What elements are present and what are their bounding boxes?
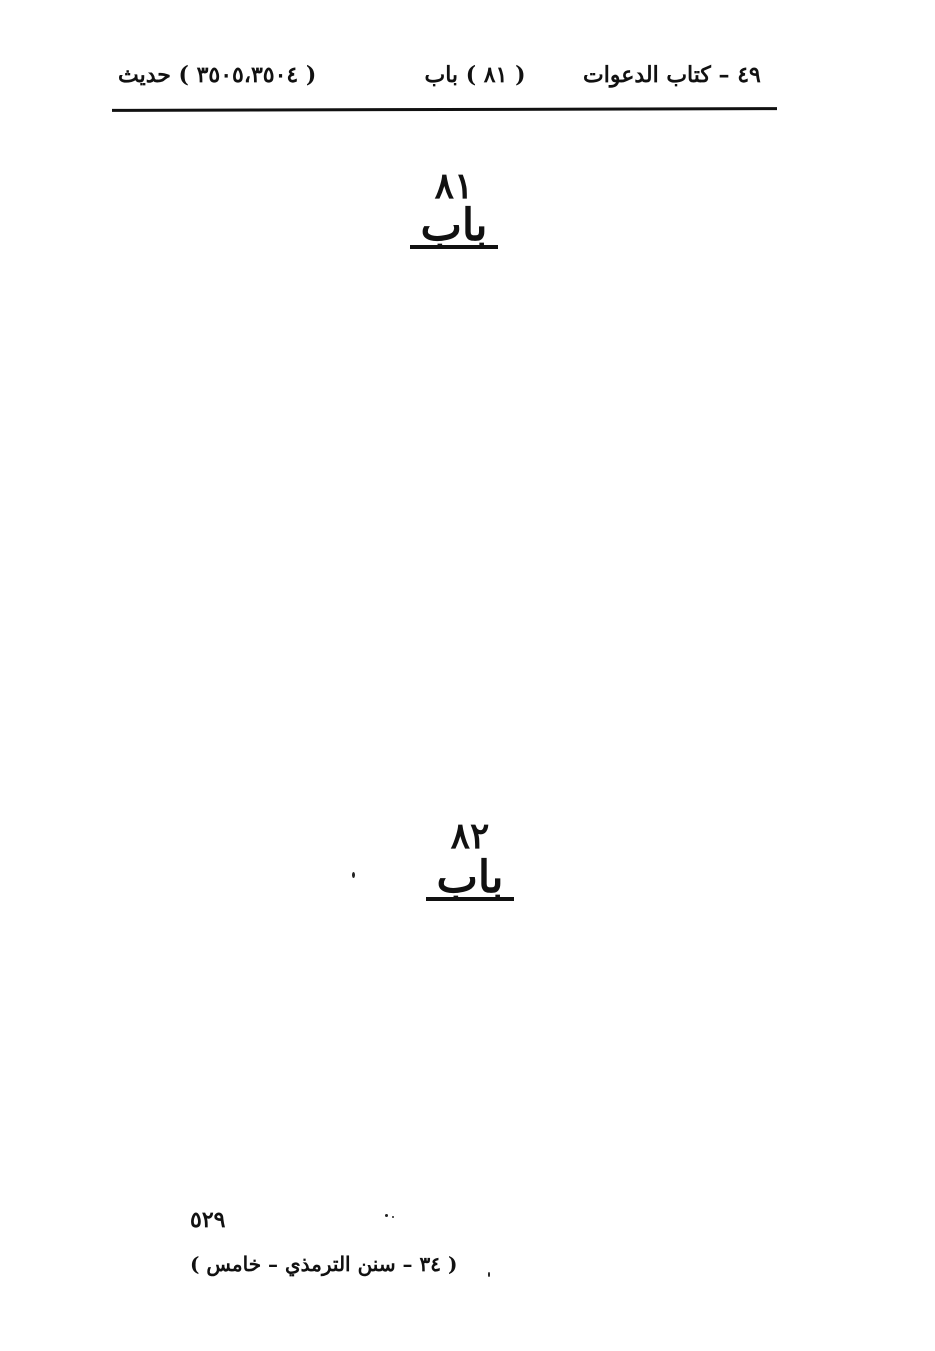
section-title: باب: [384, 200, 524, 251]
section-title: باب: [400, 852, 540, 903]
header-hadith-range: ( ٣٥٠٥،٣٥٠٤ ) حديث: [118, 62, 317, 88]
section-number: ٨٢: [450, 815, 490, 857]
header-rule: [112, 107, 777, 112]
scan-speck: [352, 872, 355, 878]
header-chapter-label: ( ٨١ ) باب: [424, 62, 526, 88]
page-number: ٥٢٩: [190, 1207, 226, 1233]
printer-signature: ( ٣٤ – سنن الترمذي – خامس ): [190, 1252, 458, 1276]
scan-speck: [385, 1214, 388, 1217]
section-number: ٨١: [434, 165, 474, 207]
scan-speck: [488, 1272, 490, 1277]
scan-speck: [392, 1216, 394, 1218]
header-book-label: ٤٩ – كتاب الدعوات: [583, 62, 761, 88]
